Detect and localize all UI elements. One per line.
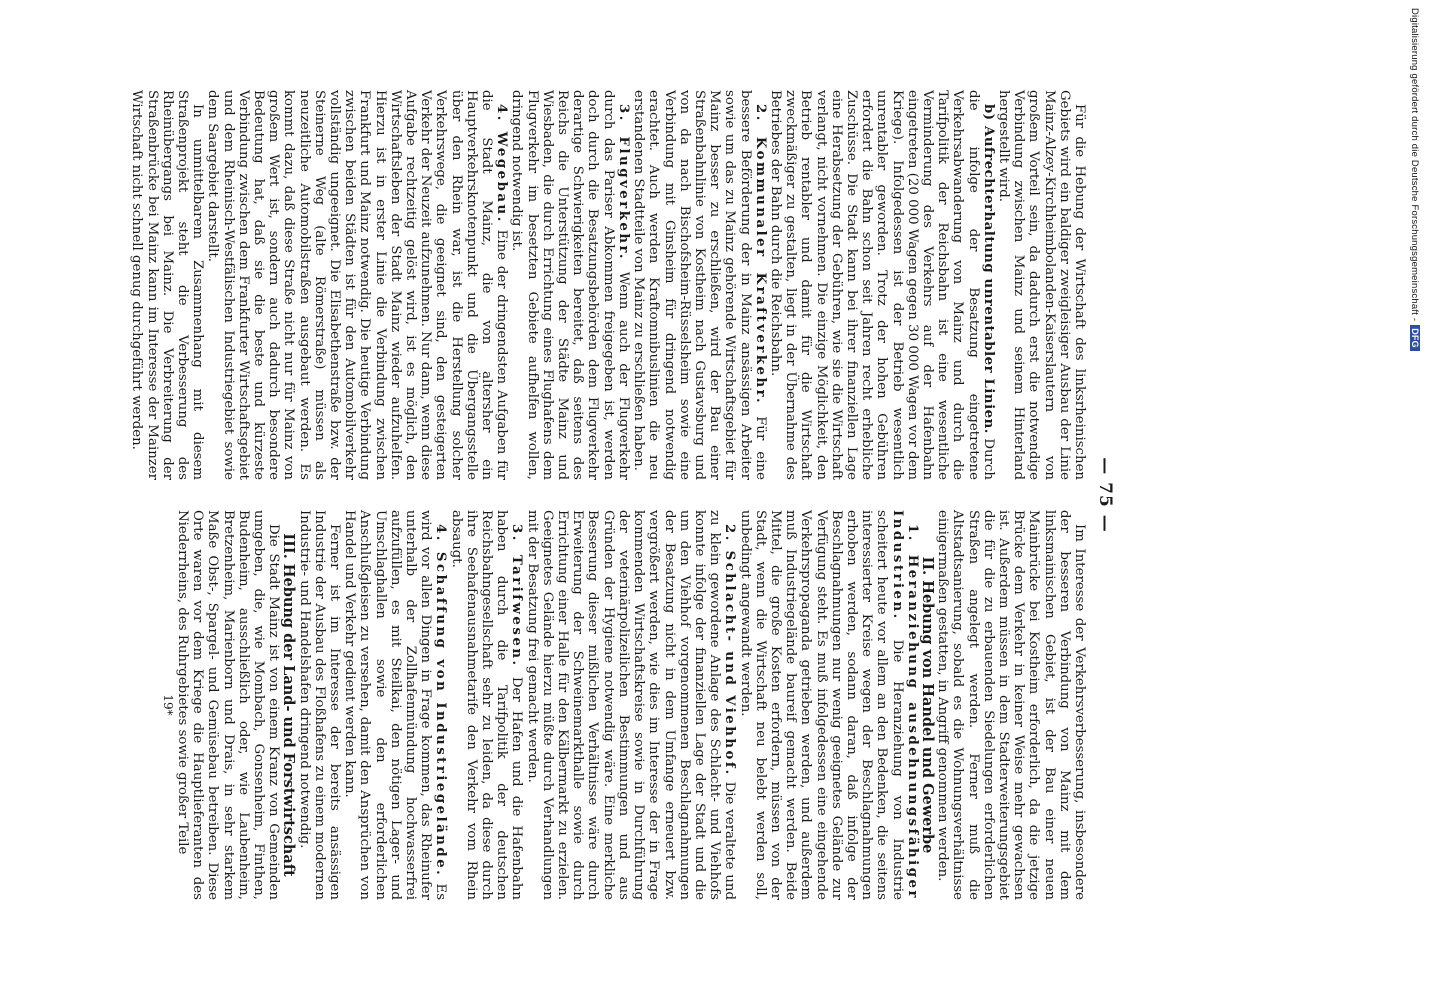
subheading-industrien: 1. Heranziehung ausdehnungsfähiger Industrien. — [889, 510, 920, 900]
paragraph-gemeinden: Die Stadt Mainz ist von einem Kranz von Gemeinden umgeben, die, wie Mombach, Gonsenheim, Finthen, Budenheim, ausschließlich oder, wie Laubenheim, Bretzenheim, Marienborn und Drais, in sehr starkem Maße Obst-, Spargel- und Gemüsebau betreiben. Diese Orte waren vor dem Kriege die Hauptlieferanten des Niederrheins, des Ruhrgebietes sowie großer Teile — [175, 510, 282, 900]
paragraph-tarifwesen — [448, 510, 524, 900]
subheading-wegebau: 4. Wegebau. — [494, 104, 510, 224]
sheet-signature: 19* — [160, 694, 175, 716]
paragraph-linksrheinisch: Für die Hebung der Wirtschaft des linksrheinischen Gebiets wird ein baldiger zweigleisiger Ausbau der Linie Mainz-Alzey-Kirchheimbolanden-Kaiserslautern von großem Vorteil sein, da dadurch erst die notwendige Verbindung zwischen Mainz und seinem Hinterland hergestellt wird. — [995, 90, 1087, 480]
right-column — [160, 510, 1087, 900]
text-wegebau: Eine der dringendsten Aufgaben für die Stadt Mainz, die von altersher ein Hauptverkehrsknotenpunkt und die Übergangsstelle über den Rhein war, ist die Herstellung solcher Verkehrswege, die geeignet sind, den gesteigerten Verkehr der Neuzeit aufzunehmen. Nur dann, wenn diese Aufgabe rechtzeitig gelöst wird, ist es möglich, den Wirtschaftsleben der Stadt Mainz wieder aufzuhelfen. Hierzu ist in erster Linie die Verbindung zwischen Frankfurt und Mainz notwendig. Die heutige Verbindung zwischen beiden Städten ist für den Automobilverkehr vollständig ungeeignet. Die Elisabethenstraße bzw. der Steinerne Weg (alte Römerstraße) müssen als neuzeitliche Automobilstraßen ausgebaut werden. Es kommt dazu, daß diese Straße nicht nur für Mainz von großem Wert ist, sondern auch dadurch besondere Bedeutung hat, daß sie die beste und kürzeste Verbindung zwischen dem Frankfurter Wirtschaftsgebiet und dem Rheinisch-Westfälischen Industriegebiet sowie dem Saargebiet darstellt. — [205, 90, 510, 480]
credit-line — [1409, 8, 1420, 351]
section-heading-handel-gewerbe: II. Hebung von Handel und Gewerbe — [918, 556, 936, 854]
subheading-flugverkehr: 3. Flugverkehr. — [615, 104, 631, 261]
paragraph-kraftverkehr — [631, 90, 768, 480]
paragraph-industriegelaende — [342, 510, 448, 900]
paragraph-strassenbruecke: In unmittelbarem Zusammenhang mit diesem Straßenprojekt steht die Verbesserung des Rheinübergangs bei Mainz. Die Verbreiterung der Straßenbrücke bei Mainz kann im Interesse der Mainzer Wirtschaft nicht schnell genug durchgeführt werden. — [129, 90, 206, 480]
text-unrentable-linien: Durch die infolge der Besatzung eingetretene Verkehrsabwanderung von Mainz und durch die Tarifpolitik der Reichsbahn ist eine wesentliche Verminderung des Verkehrs auf der Hafenbahn eingetreten (20 000 Wagen gegen 30 000 Wagen vor dem Kriege). Infolgedessen ist der Betrieb wesentlich unrentabler geworden. Trotz der hohen Gebühren erfordert die Bahn schon seit Jahren recht erhebliche Zuschüsse. Die Stadt kann bei ihrer finanziellen Lage eine Herabsetzung der Gebühren, wie sie die Wirtschaft verlangt, nicht vornehmen. Die einzige Möglichkeit, den Betrieb rentabler und damit für die Wirtschaft zweckmäßiger zu gestalten, liegt in der Übernahme des Betriebes der Bahn durch die Reichsbahn. — [767, 90, 996, 480]
text-schlachthof: Die veraltete und zu klein gewordene Anlage des Schlacht- und Viehhofs konnte infolge der finanziellen Lage der Stadt und die um den Viehhof vorgenommenen Beschlagnahmungen der Besatzung nicht in dem Umfange erneuert bzw. vergrößert werden, wie dies im Interesse der in Frage kommenden Wirtschaftskreise sowie in Durchführung der veterinärpolizeilichen Bestimmungen und aus Gründen der Hygiene notwendig wäre. Eine merkliche Besserung dieser mißlichen Verhältnisse wäre durch Erweiterung der Schweinemarkthalle sowie durch Errichtung einer Halle für den Kälbermarkt zu erzielen. Geeignetes Gelände hierzu müßte durch Verhandlungen mit der Besatzung frei gemacht werden. — [524, 510, 738, 900]
subheading-schlachthof: 2. Schlacht- und Viehhof. — [722, 524, 738, 777]
subheading-unrentable-linien: b) Aufrechterhaltung unrentabler Linien. — [980, 104, 996, 434]
credit-text: Digitalisierung gefördert durch die Deutsche Forschungsgemeinschaft - — [1409, 8, 1420, 322]
paragraph-flosshafen: Ferner ist im Interesse der bereits ansässigen Industrie der Ausbau des Floßhafens zu einem modernen Industrie- und Handelshafen dringend notwendig. — [296, 510, 343, 900]
text-kraftverkehr: Für eine bessere Beförderung der in Mainz ansässigen Arbeiter sowie um das zu Mainz gehörende Wirtschaftsgebiet für Mainz besser zu erschließen, wird der Bau einer Straßenbahnlinie von Kostheim nach Gustavsburg und von da nach Bischofsheim-Rüsselsheim sowie eine Verbindung mit Ginsheim für dringend notwendig erachtet. Auch werden Kraftomnibuslinien die neu erstandenen Stadtteile von Mainz zu erschließen haben. — [631, 90, 768, 480]
paragraph-mainbruecke: Im Interesse der Verkehrsverbesserung, insbesondere der besseren Verbindung von Mainz mit dem linksmainischen Gebiet, ist der Bau einer neuen Mainbrücke bei Kostheim erforderlich, da die jetzige Brücke dem Verkehr in keiner Weise mehr gewachsen ist. Außerdem müssen in dem Stadterweiterungsgebiet die für die zu erbauenden Siedelungen erforderlichen Straßen angelegt werden. Ferner muß die Altstadtsanierung, sobald es die Wohnungsverhältnisse einigermaßen gestatten, in Angriff genommen werden. — [935, 510, 1087, 900]
paragraph-unrentable-linien — [768, 90, 996, 480]
text-industrien: Die Heranziehung von Industrie scheitert heute vor allem an den Bedenken, die seitens interessierter Kreise wegen der Beschlagnahmungen erhoben werden, sodann daran, daß infolge der Beschlagnahmungen nur wenig geeignetes Gelände zur Verfügung steht. Es muß infolgedessen eine eingehende Verkehrspropaganda getrieben werden, und außerdem muß Industriegelände baureif gemacht werden. Beide Mittel, die große Kosten erfordern, müssen von der Stadt, wenn die Wirtschaft neu belebt werden soll, unbedingt angewandt werden. — [737, 510, 905, 900]
subheading-tarifwesen: 3. Tarifwesen. — [509, 524, 525, 668]
text-tarifwesen: Der Hafen und die Hafenbahn haben durch die Tarifpolitik der deutschen Reichsbahngesellschaft sehr zu leiden, da diese durch ihre Seehafenausnahmetarife den Verkehr vom Rhein absaugt. — [448, 510, 525, 900]
paragraph-flugverkehr — [509, 90, 631, 480]
subheading-industriegelaende: 4. Schaffung von Industriegelände. — [433, 524, 449, 878]
section-heading-land-forst: III. Hebung der Land- und Forstwirtschaft — [280, 533, 298, 877]
dfg-badge: DFG — [1410, 325, 1420, 351]
rotated-page-content — [0, 90, 1115, 900]
subheading-kraftverkehr: 2. Kommunaler Kraftverkehr. — [752, 104, 768, 406]
text-industriegelaende: Es wird vor allen Dingen in Frage kommen, das Rheinufer unterhalb der Zollhafenmündung hochwasserfrei aufzufüllen, es mit Steilkai, den nötigen Lager- und Umschlaghallen sowie den erforderlichen Anschlußgleisen zu versehen, damit den Ansprüchen von Handel und Verkehr gedient werden kann. — [342, 510, 449, 901]
paragraph-wegebau — [205, 90, 509, 480]
digitization-credit — [1406, 0, 1434, 1000]
left-column — [129, 90, 1087, 480]
page-number: — 75 — — [1095, 457, 1115, 533]
text-flugverkehr: Wenn auch der Flugverkehr durch das Pariser Abkommen freigegeben ist, werden doch durch die Besatzungsbehörden dem Flugverkehr derartige Schwierigkeiten bereitet, daß seitens des Reichs die Unterstützung der Städte Mainz und Wiesbaden, die durch Errichtung eines Flughafens dem Flugverkehr im besetzten Gebiete aufhelfen wollen, dringend notwendig ist. — [509, 90, 631, 481]
paragraph-industrien — [737, 510, 919, 900]
paragraph-schlachthof — [524, 510, 737, 900]
